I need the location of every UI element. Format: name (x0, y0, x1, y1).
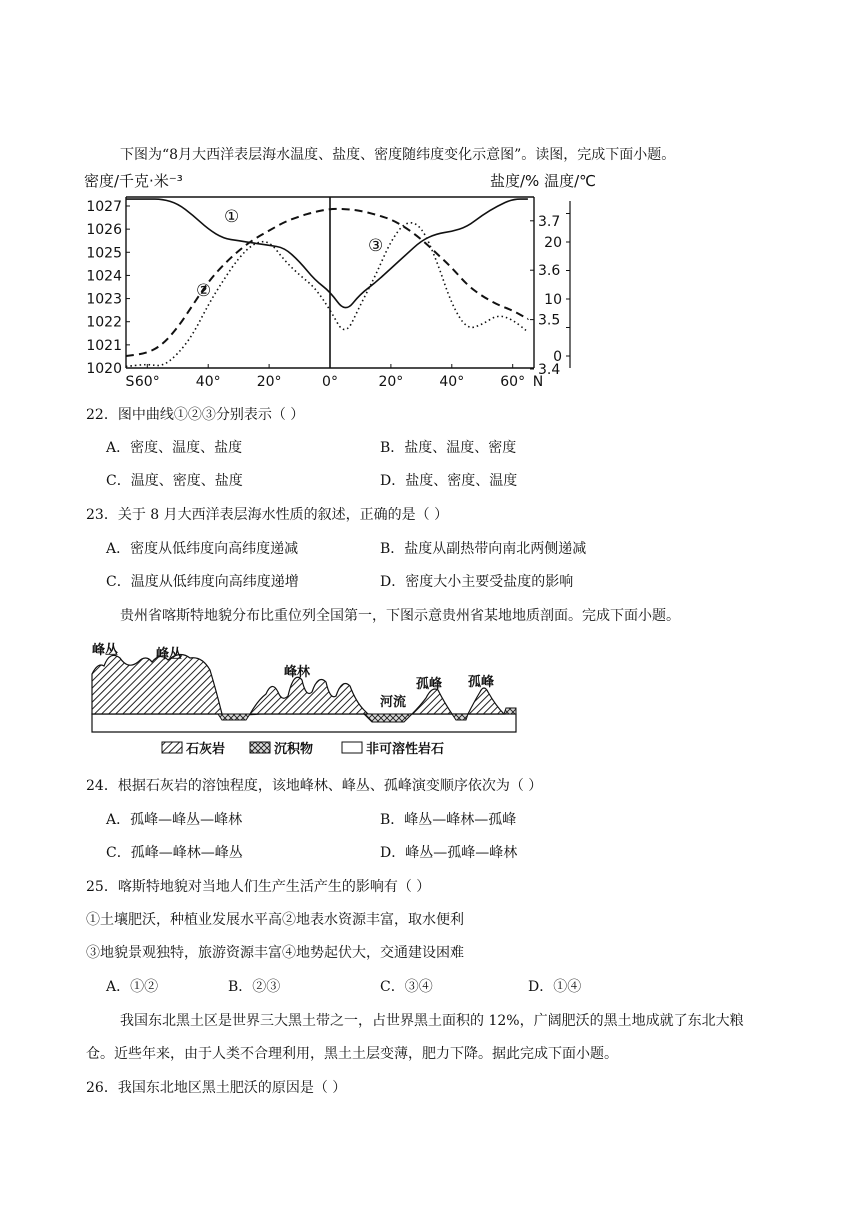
label-peak-forest: 峰林 (284, 665, 311, 680)
q25-option-b[interactable]: B．②③ (228, 979, 281, 995)
density-tick-label: 1021 (86, 337, 122, 354)
q22-option-c[interactable]: C．温度、密度、盐度 (106, 473, 243, 489)
legend-nonsoluble-swatch (342, 742, 362, 753)
atlantic-properties-chart (84, 170, 596, 392)
q23-option-d[interactable]: D．密度大小主要受盐度的影响 (380, 574, 574, 590)
chart-series (126, 199, 528, 366)
q25-statement-2: ③地貌景观独特，旅游资源丰富④地势起伏大，交通建设困难 (86, 945, 464, 961)
label-isolated-peak-1: 孤峰 (416, 677, 443, 692)
q24-option-c[interactable]: C．孤峰—峰林—峰丛 (106, 845, 243, 861)
q24-option-d[interactable]: D．峰丛—孤峰—峰林 (380, 845, 518, 861)
density-tick-label: 1024 (86, 268, 122, 285)
chart-axes (86, 197, 570, 390)
temperature-tick-label: 20 (544, 235, 562, 251)
density-tick-label: 1022 (86, 314, 122, 331)
density-tick-label: 1025 (86, 245, 122, 262)
q23-option-c[interactable]: C．温度从低纬度向高纬度递增 (106, 574, 299, 590)
density-tick-label: 1027 (86, 199, 122, 215)
density-tick-label: 1023 (86, 291, 122, 308)
lat-tick-label: 40° (195, 374, 221, 390)
temperature-tick-label: 0 (553, 349, 562, 365)
intro-text-3-line2: 仓。近些年来，由于人类不合理利用，黑土土层变薄，肥力下降。据此完成下面小题。 (86, 1046, 618, 1062)
density-axis-title: 密度/千克·米⁻³ (84, 172, 183, 190)
series-3-line (126, 223, 528, 367)
karst-cross-section (90, 640, 522, 756)
q23-option-a[interactable]: A．密度从低纬度向高纬度递减 (106, 541, 299, 557)
legend-limestone-swatch (162, 742, 182, 753)
q22-option-d[interactable]: D．盐度、密度、温度 (380, 473, 518, 489)
intro-text-1: 下图为“8月大西洋表层海水温度、盐度、密度随纬度变化示意图”。读图，完成下面小题。 (120, 147, 676, 163)
lat-tick-label: 20° (378, 374, 404, 390)
lat-tick-label: 40° (439, 374, 465, 390)
lat-tick-label: N (532, 374, 544, 390)
q25-option-d[interactable]: D．①④ (528, 979, 582, 995)
q22-stem: 22．图中曲线①②③分别表示（ ） (86, 407, 305, 423)
series-2-line (126, 209, 528, 356)
lat-tick-label: 20° (256, 374, 282, 390)
intro-text-2: 贵州省喀斯特地貌分布比重位列全国第一，下图示意贵州省某地地质剖面。完成下面小题。 (120, 608, 680, 624)
label-peak-cluster-1: 峰丛 (92, 643, 119, 658)
q23-stem: 23．关于 8 月大西洋表层海水性质的叙述，正确的是（ ） (86, 507, 449, 523)
isolated-peak-2 (468, 688, 504, 714)
legend-sediment-swatch (250, 742, 270, 753)
label-peak-cluster-2: 峰丛 (156, 647, 183, 662)
q22-option-a[interactable]: A．密度、温度、盐度 (106, 440, 243, 456)
isolated-peak-1 (412, 689, 452, 714)
label-isolated-peak-2: 孤峰 (468, 675, 495, 690)
density-tick-label: 1020 (86, 361, 122, 377)
curve-label-2: ② (196, 281, 212, 301)
salinity-tick-label: 3.6 (538, 263, 561, 280)
q25-statement-1: ①土壤肥沃，种植业发展水平高②地表水资源丰富，取水便利 (86, 912, 464, 928)
density-tick-label: 1026 (86, 222, 122, 239)
lat-tick-label: S (125, 374, 135, 390)
q25-option-c[interactable]: C．③④ (380, 979, 433, 995)
salinity-temp-axis-title: 盐度/% 温度/℃ (490, 172, 596, 190)
legend-limestone: 石灰岩 (186, 742, 226, 757)
temperature-tick-label: 10 (544, 292, 562, 308)
q24-stem: 24．根据石灰岩的溶蚀程度，该地峰林、峰丛、孤峰演变顺序依次为（ ） (86, 778, 543, 794)
salinity-tick-label: 3.4 (538, 362, 561, 378)
intro-text-3-line1: 我国东北黑土区是世界三大黑土带之一，占世界黑土面积的 12%，广阔肥沃的黑土地成就了东北大粮 (120, 1013, 744, 1029)
q25-option-a[interactable]: A．①② (106, 979, 159, 995)
legend-sediment: 沉积物 (274, 742, 314, 757)
q24-option-a[interactable]: A．孤峰—峰丛—峰林 (106, 812, 243, 828)
lat-tick-label: 60° (134, 374, 160, 390)
q25-stem: 25．喀斯特地貌对当地人们生产生活产生的影响有（ ） (86, 879, 431, 895)
curve-label-3: ③ (368, 236, 384, 256)
legend-nonsoluble: 非可溶性岩石 (366, 742, 445, 757)
series-1-line (126, 199, 528, 307)
q26-stem: 26．我国东北地区黑土肥沃的原因是（ ） (86, 1080, 347, 1096)
label-river: 河流 (380, 695, 407, 710)
peak-cluster-left (92, 654, 222, 714)
curve-label-1: ① (224, 207, 240, 227)
salinity-tick-label: 3.7 (538, 213, 561, 230)
curve-labels (196, 207, 383, 301)
q24-option-b[interactable]: B．峰丛—峰林—孤峰 (380, 812, 517, 828)
lat-tick-label: 60° (500, 374, 526, 390)
river-sediment (364, 714, 412, 722)
q23-option-b[interactable]: B．盐度从副热带向南北两侧递减 (380, 541, 587, 557)
lat-tick-label: 0° (322, 374, 338, 390)
salinity-tick-label: 3.5 (538, 312, 561, 329)
peak-forest (250, 677, 368, 714)
q22-option-b[interactable]: B．盐度、温度、密度 (380, 440, 517, 456)
